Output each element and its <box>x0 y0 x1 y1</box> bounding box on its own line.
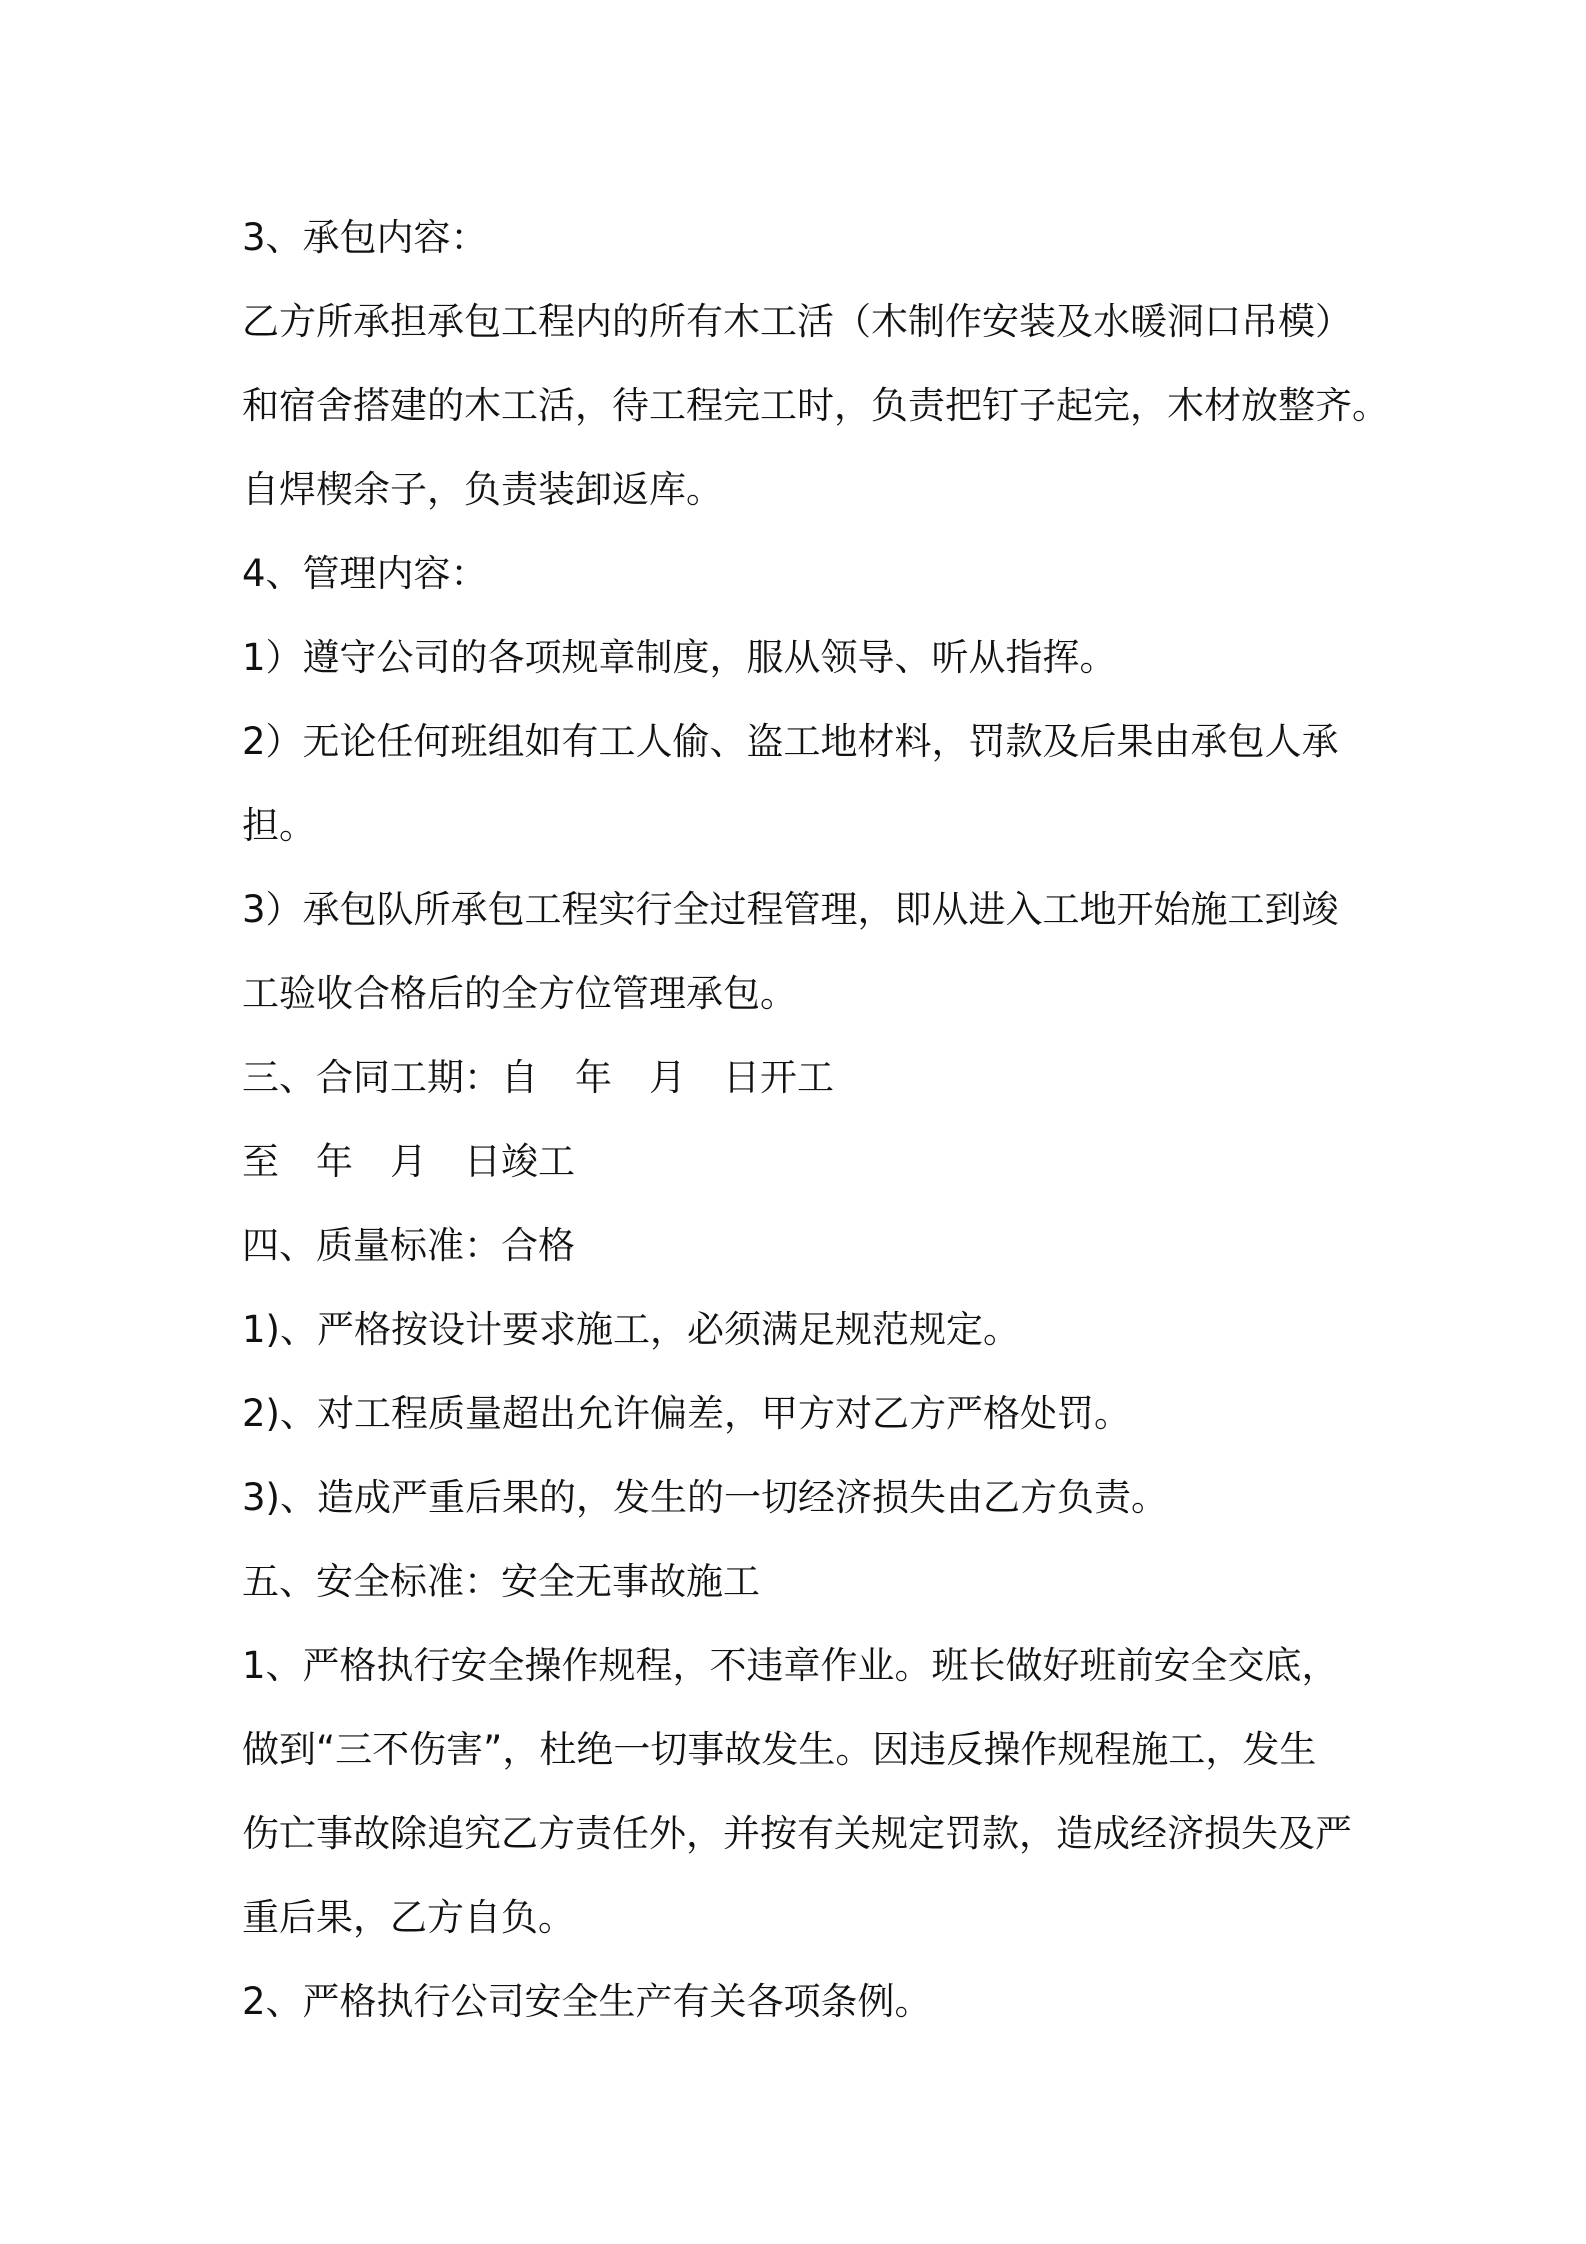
paragraph-line: 和宿舍搭建的木工活，待工程完工时，负责把钉子起完，木材放整齐。 <box>242 384 1389 427</box>
list-item: 3）承包队所承包工程实行全过程管理，即从进入工地开始施工到竣 <box>242 888 1339 931</box>
list-item: 2、严格执行公司安全生产有关各项条例。 <box>242 1980 932 2023</box>
section-heading-quality-standard: 四、质量标准：合格 <box>242 1224 575 1267</box>
list-item-continuation: 重后果，乙方自负。 <box>242 1896 575 1939</box>
paragraph-line: 自焊楔余子，负责装卸返库。 <box>242 468 723 511</box>
list-item: 1、严格执行安全操作规程，不违章作业。班长做好班前安全交底， <box>242 1644 1339 1687</box>
section-heading-management: 4、管理内容： <box>242 552 488 595</box>
list-item: 1）遵守公司的各项规章制度，服从领导、听从指挥。 <box>242 636 1117 679</box>
section-heading-contract-content: 3、承包内容： <box>242 216 488 259</box>
list-item: 2）无论任何班组如有工人偷、盗工地材料，罚款及后果由承包人承 <box>242 720 1339 763</box>
paragraph-line: 乙方所承担承包工程内的所有木工活（木制作安装及水暖洞口吊模） <box>242 300 1352 343</box>
list-item: 1)、严格按设计要求施工，必须满足规范规定。 <box>242 1308 1020 1351</box>
list-item-continuation: 工验收合格后的全方位管理承包。 <box>242 972 797 1015</box>
list-item-continuation: 担。 <box>242 804 316 847</box>
list-item-continuation: 做到“三不伤害”，杜绝一切事故发生。因违反操作规程施工，发生 <box>242 1728 1317 1771</box>
section-heading-contract-period: 三、合同工期：自 年 月 日开工 <box>242 1056 834 1099</box>
list-item: 2)、对工程质量超出允许偏差，甲方对乙方严格处罚。 <box>242 1392 1131 1435</box>
section-heading-safety-standard: 五、安全标准：安全无事故施工 <box>242 1560 760 1603</box>
list-item-continuation: 伤亡事故除追究乙方责任外，并按有关规定罚款，造成经济损失及严 <box>242 1812 1352 1855</box>
paragraph-line: 至 年 月 日竣工 <box>242 1140 575 1183</box>
document-body <box>242 196 1389 2044</box>
list-item: 3)、造成严重后果的，发生的一切经济损失由乙方负责。 <box>242 1476 1168 1519</box>
